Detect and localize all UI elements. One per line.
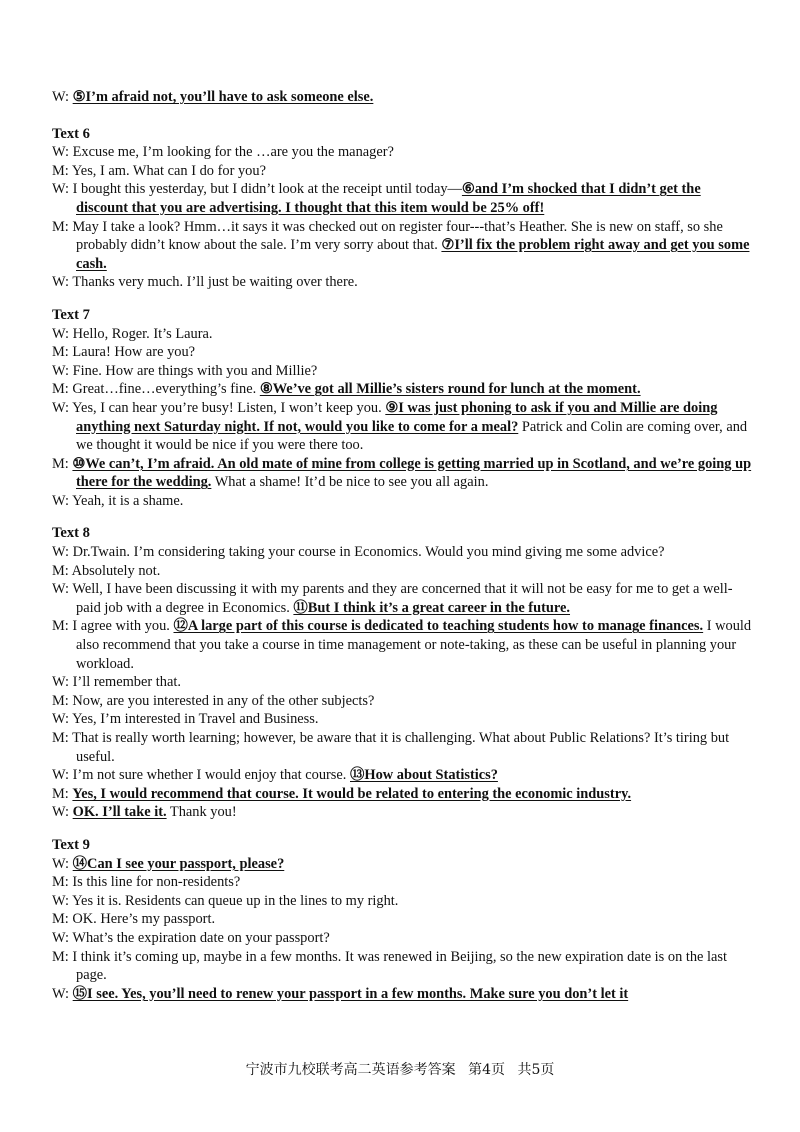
dialogue-line: M: That is really worth learning; however, be aware that it is challenging. What about Public Relations? It’s tiring but useful. — [52, 730, 730, 765]
footer-total-pages: 共5页 — [517, 1062, 555, 1078]
dialogue-text: M: Great…fine…everything’s fine. — [52, 381, 260, 398]
dialogue-line — [52, 88, 752, 107]
answer-text: ⑧We’ve got all Millie’s sisters round for lunch at the moment. — [259, 381, 641, 398]
answer-text: ⑩We can’t, I’m afraid. An old mate of mine from college is getting married up in Scotland, and we’re going up there for the wedding. — [72, 455, 752, 491]
dialogue-text: M: May I take a look? Hmm…it says it was checked out on register four---that’s Heather. She is new on staff, so she probably didn’t know about the sale. I’m very sorry about that. — [52, 218, 723, 254]
dialogue-line — [52, 855, 752, 874]
dialogue-text: W: Well, I have been discussing it with my parents and they are concerned that it will not be easy for me to get a well-paid job with a degree in Economics. — [52, 581, 733, 616]
dialogue-text: What a shame! It’d be nice to see you all again. — [211, 474, 489, 491]
answer-key-page — [52, 88, 752, 1003]
dialogue-text: M: — [52, 455, 73, 472]
dialogue-line — [52, 399, 752, 455]
dialogue-line: M: I think it’s coming up, maybe in a few months. It was renewed in Beijing, so the new expiration date is on the last page. — [52, 948, 728, 984]
answer-text: ⑦I’ll fix the problem right away and get you some cash. — [76, 237, 750, 272]
dialogue-line: W: Excuse me, I’m looking for the …are you the manager? — [52, 144, 394, 161]
dialogue-line — [52, 455, 752, 492]
answer-text: OK. I’ll take it. — [72, 804, 167, 821]
dialogue-line: W: Yeah, it is a shame. — [52, 492, 184, 509]
answer-text: Yes, I would recommend that course. It would be related to entering the economic industry. — [72, 785, 632, 802]
dialogue-line: W: Dr.Twain. I’m considering taking your course in Economics. Would you mind giving me some advice? — [52, 544, 665, 561]
dialogue-line — [52, 180, 752, 217]
dialogue-line — [52, 766, 752, 785]
dialogue-line: M: Now, are you interested in any of the other subjects? — [52, 692, 375, 709]
section-heading-text9: Text 9 — [52, 836, 90, 853]
dialogue-line: W: Hello, Roger. It’s Laura. — [52, 325, 213, 342]
answer-text: ⑭Can I see your passport, please? — [72, 855, 285, 872]
dialogue-line — [52, 985, 752, 1004]
dialogue-line: M: Absolutely not. — [52, 562, 161, 579]
dialogue-line: M: Laura! How are you? — [52, 344, 196, 361]
answer-text: ⑨I was just phoning to ask if you and Millie are doing anything next Saturday night. If not, would you like to come for a meal? — [76, 399, 718, 435]
dialogue-line: M: OK. Here’s my passport. — [52, 911, 216, 928]
dialogue-text: W: — [52, 855, 73, 872]
dialogue-text: M: I agree with you. — [52, 618, 174, 635]
dialogue-line: M: Yes, I am. What can I do for you? — [52, 162, 266, 179]
dialogue-line: W: What’s the expiration date on your passport? — [52, 929, 330, 946]
speaker-label: W: — [52, 89, 70, 105]
dialogue-text: I would also recommend that you take a course in time management or note-taking, as these can be useful in planning your workload. — [76, 618, 752, 672]
dialogue-text: Thank you! — [166, 804, 237, 821]
section-heading-text7: Text 7 — [52, 306, 90, 323]
dialogue-line — [52, 785, 752, 804]
dialogue-line — [52, 580, 752, 617]
dialogue-line: W: I’ll remember that. — [52, 674, 181, 691]
section-heading-text6: Text 6 — [52, 125, 90, 142]
answer-text: ⑫A large part of this course is dedicated to teaching students how to manage finances. — [173, 618, 704, 635]
dialogue-line — [52, 380, 752, 399]
section-heading-text8: Text 8 — [52, 525, 90, 542]
dialogue-text: W: I’m not sure whether I would enjoy that course. — [52, 767, 350, 784]
dialogue-text: W: I bought this yesterday, but I didn’t look at the receipt until today— — [52, 181, 462, 198]
footer-page-number: 第4页 — [468, 1062, 505, 1078]
dialogue-line — [52, 617, 752, 673]
footer-title: 宁波市九校联考高二英语参考答案 — [245, 1062, 456, 1078]
dialogue-text: W: Yes, I can hear you’re busy! Listen, I won’t keep you. — [52, 399, 386, 416]
dialogue-line: W: Yes it is. Residents can queue up in the lines to my right. — [52, 892, 399, 909]
answer-text: ⑮I see. Yes, you’ll need to renew your passport in a few months. Make sure you don’t let it — [72, 985, 629, 1002]
dialogue-line: W: Thanks very much. I’ll just be waiting over there. — [52, 274, 358, 291]
dialogue-line: M: Is this line for non-residents? — [52, 874, 241, 891]
dialogue-text: Patrick and Colin are coming over, and we thought it would be nice if you were there too. — [76, 418, 748, 454]
page-footer — [0, 1059, 800, 1079]
dialogue-text: W: — [52, 804, 73, 821]
dialogue-text: W: — [52, 985, 73, 1002]
answer-text: ⑪But I think it’s a great career in the future. — [293, 599, 571, 616]
answer-text: ⑤I’m afraid not, you’ll have to ask someone else. — [72, 89, 374, 105]
dialogue-line — [52, 803, 752, 822]
answer-text: ⑬How about Statistics? — [350, 767, 498, 784]
dialogue-line: W: Yes, I’m interested in Travel and Business. — [52, 711, 319, 728]
dialogue-line: W: Fine. How are things with you and Millie? — [52, 362, 318, 379]
answer-text: ⑥and I’m shocked that I didn’t get the discount that you are advertising. I thought that this item would be 25% off! — [76, 181, 701, 216]
dialogue-text: M: — [52, 785, 73, 802]
dialogue-line — [52, 218, 752, 274]
